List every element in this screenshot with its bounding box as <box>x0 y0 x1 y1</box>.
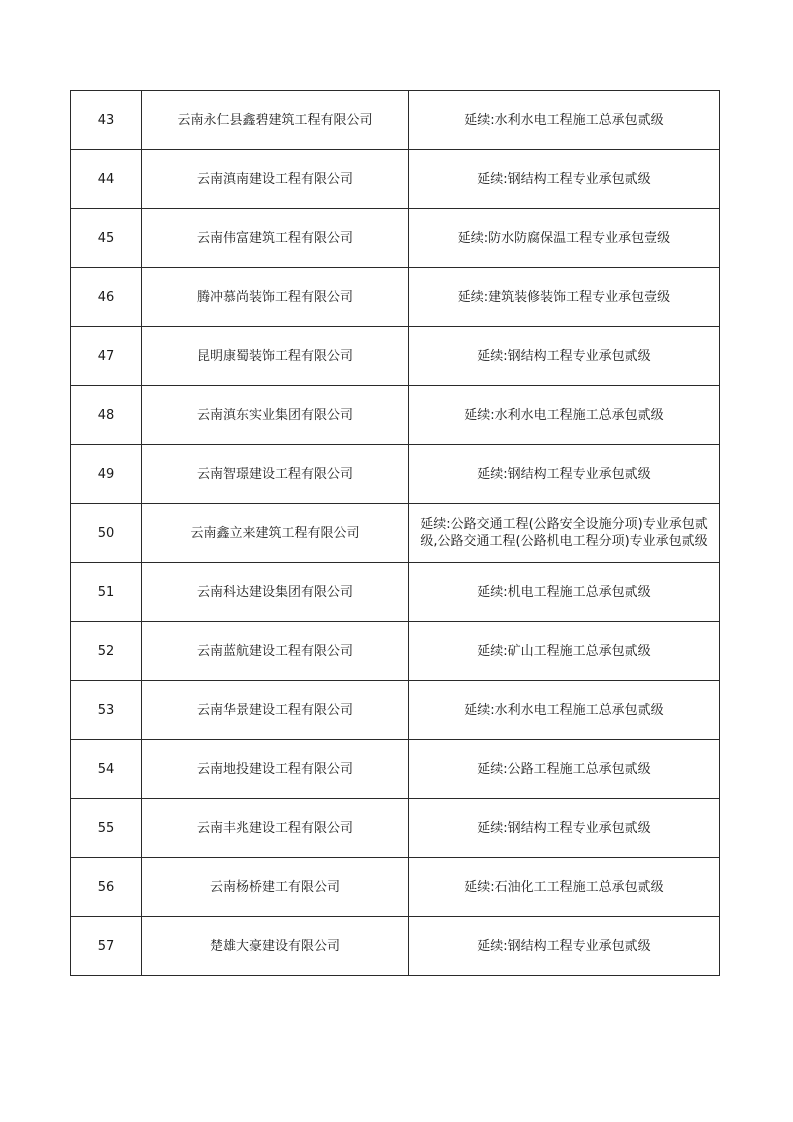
qualification-item: 延续:公路交通工程(公路安全设施分项)专业承包贰级,公路交通工程(公路机电工程分项)专业承包贰级 <box>409 504 720 563</box>
table-row <box>71 268 720 327</box>
table-row <box>71 681 720 740</box>
qualification-item: 延续:防水防腐保温工程专业承包壹级 <box>409 209 720 268</box>
company-name: 云南科达建设集团有限公司 <box>142 563 409 622</box>
table-row <box>71 799 720 858</box>
company-name: 昆明康蜀装饰工程有限公司 <box>142 327 409 386</box>
qualification-item: 延续:水利水电工程施工总承包贰级 <box>409 681 720 740</box>
row-number: 57 <box>71 917 142 976</box>
qualification-item: 延续:公路工程施工总承包贰级 <box>409 740 720 799</box>
company-name: 云南丰兆建设工程有限公司 <box>142 799 409 858</box>
qualification-item: 延续:水利水电工程施工总承包贰级 <box>409 386 720 445</box>
table-row <box>71 327 720 386</box>
company-name: 云南智璟建设工程有限公司 <box>142 445 409 504</box>
company-name: 云南滇南建设工程有限公司 <box>142 150 409 209</box>
qualification-item: 延续:建筑装修装饰工程专业承包壹级 <box>409 268 720 327</box>
table-row <box>71 386 720 445</box>
table-row <box>71 504 720 563</box>
table-row <box>71 209 720 268</box>
qualification-item: 延续:钢结构工程专业承包贰级 <box>409 917 720 976</box>
row-number: 52 <box>71 622 142 681</box>
company-name: 云南华景建设工程有限公司 <box>142 681 409 740</box>
company-name: 楚雄大豪建设有限公司 <box>142 917 409 976</box>
table-row <box>71 740 720 799</box>
company-name: 腾冲慕尚装饰工程有限公司 <box>142 268 409 327</box>
company-name: 云南鑫立来建筑工程有限公司 <box>142 504 409 563</box>
row-number: 48 <box>71 386 142 445</box>
qualification-item: 延续:钢结构工程专业承包贰级 <box>409 799 720 858</box>
table-row <box>71 445 720 504</box>
company-name: 云南伟富建筑工程有限公司 <box>142 209 409 268</box>
row-number: 44 <box>71 150 142 209</box>
table-row <box>71 150 720 209</box>
company-name: 云南杨桥建工有限公司 <box>142 858 409 917</box>
row-number: 50 <box>71 504 142 563</box>
row-number: 53 <box>71 681 142 740</box>
row-number: 54 <box>71 740 142 799</box>
row-number: 43 <box>71 91 142 150</box>
company-name: 云南永仁县鑫碧建筑工程有限公司 <box>142 91 409 150</box>
qualification-item: 延续:钢结构工程专业承包贰级 <box>409 445 720 504</box>
qualification-item: 延续:矿山工程施工总承包贰级 <box>409 622 720 681</box>
qualification-item: 延续:水利水电工程施工总承包贰级 <box>409 91 720 150</box>
table-row <box>71 563 720 622</box>
row-number: 56 <box>71 858 142 917</box>
table-body <box>71 91 720 976</box>
row-number: 49 <box>71 445 142 504</box>
row-number: 45 <box>71 209 142 268</box>
row-number: 51 <box>71 563 142 622</box>
row-number: 55 <box>71 799 142 858</box>
qualification-item: 延续:钢结构工程专业承包贰级 <box>409 327 720 386</box>
row-number: 46 <box>71 268 142 327</box>
table-row <box>71 622 720 681</box>
company-name: 云南滇东实业集团有限公司 <box>142 386 409 445</box>
company-name: 云南地投建设工程有限公司 <box>142 740 409 799</box>
qualification-item: 延续:机电工程施工总承包贰级 <box>409 563 720 622</box>
table-row <box>71 858 720 917</box>
row-number: 47 <box>71 327 142 386</box>
qualification-item: 延续:石油化工工程施工总承包贰级 <box>409 858 720 917</box>
table-row <box>71 917 720 976</box>
qualification-item: 延续:钢结构工程专业承包贰级 <box>409 150 720 209</box>
table-row <box>71 91 720 150</box>
company-name: 云南蓝航建设工程有限公司 <box>142 622 409 681</box>
qualification-table <box>70 90 720 976</box>
